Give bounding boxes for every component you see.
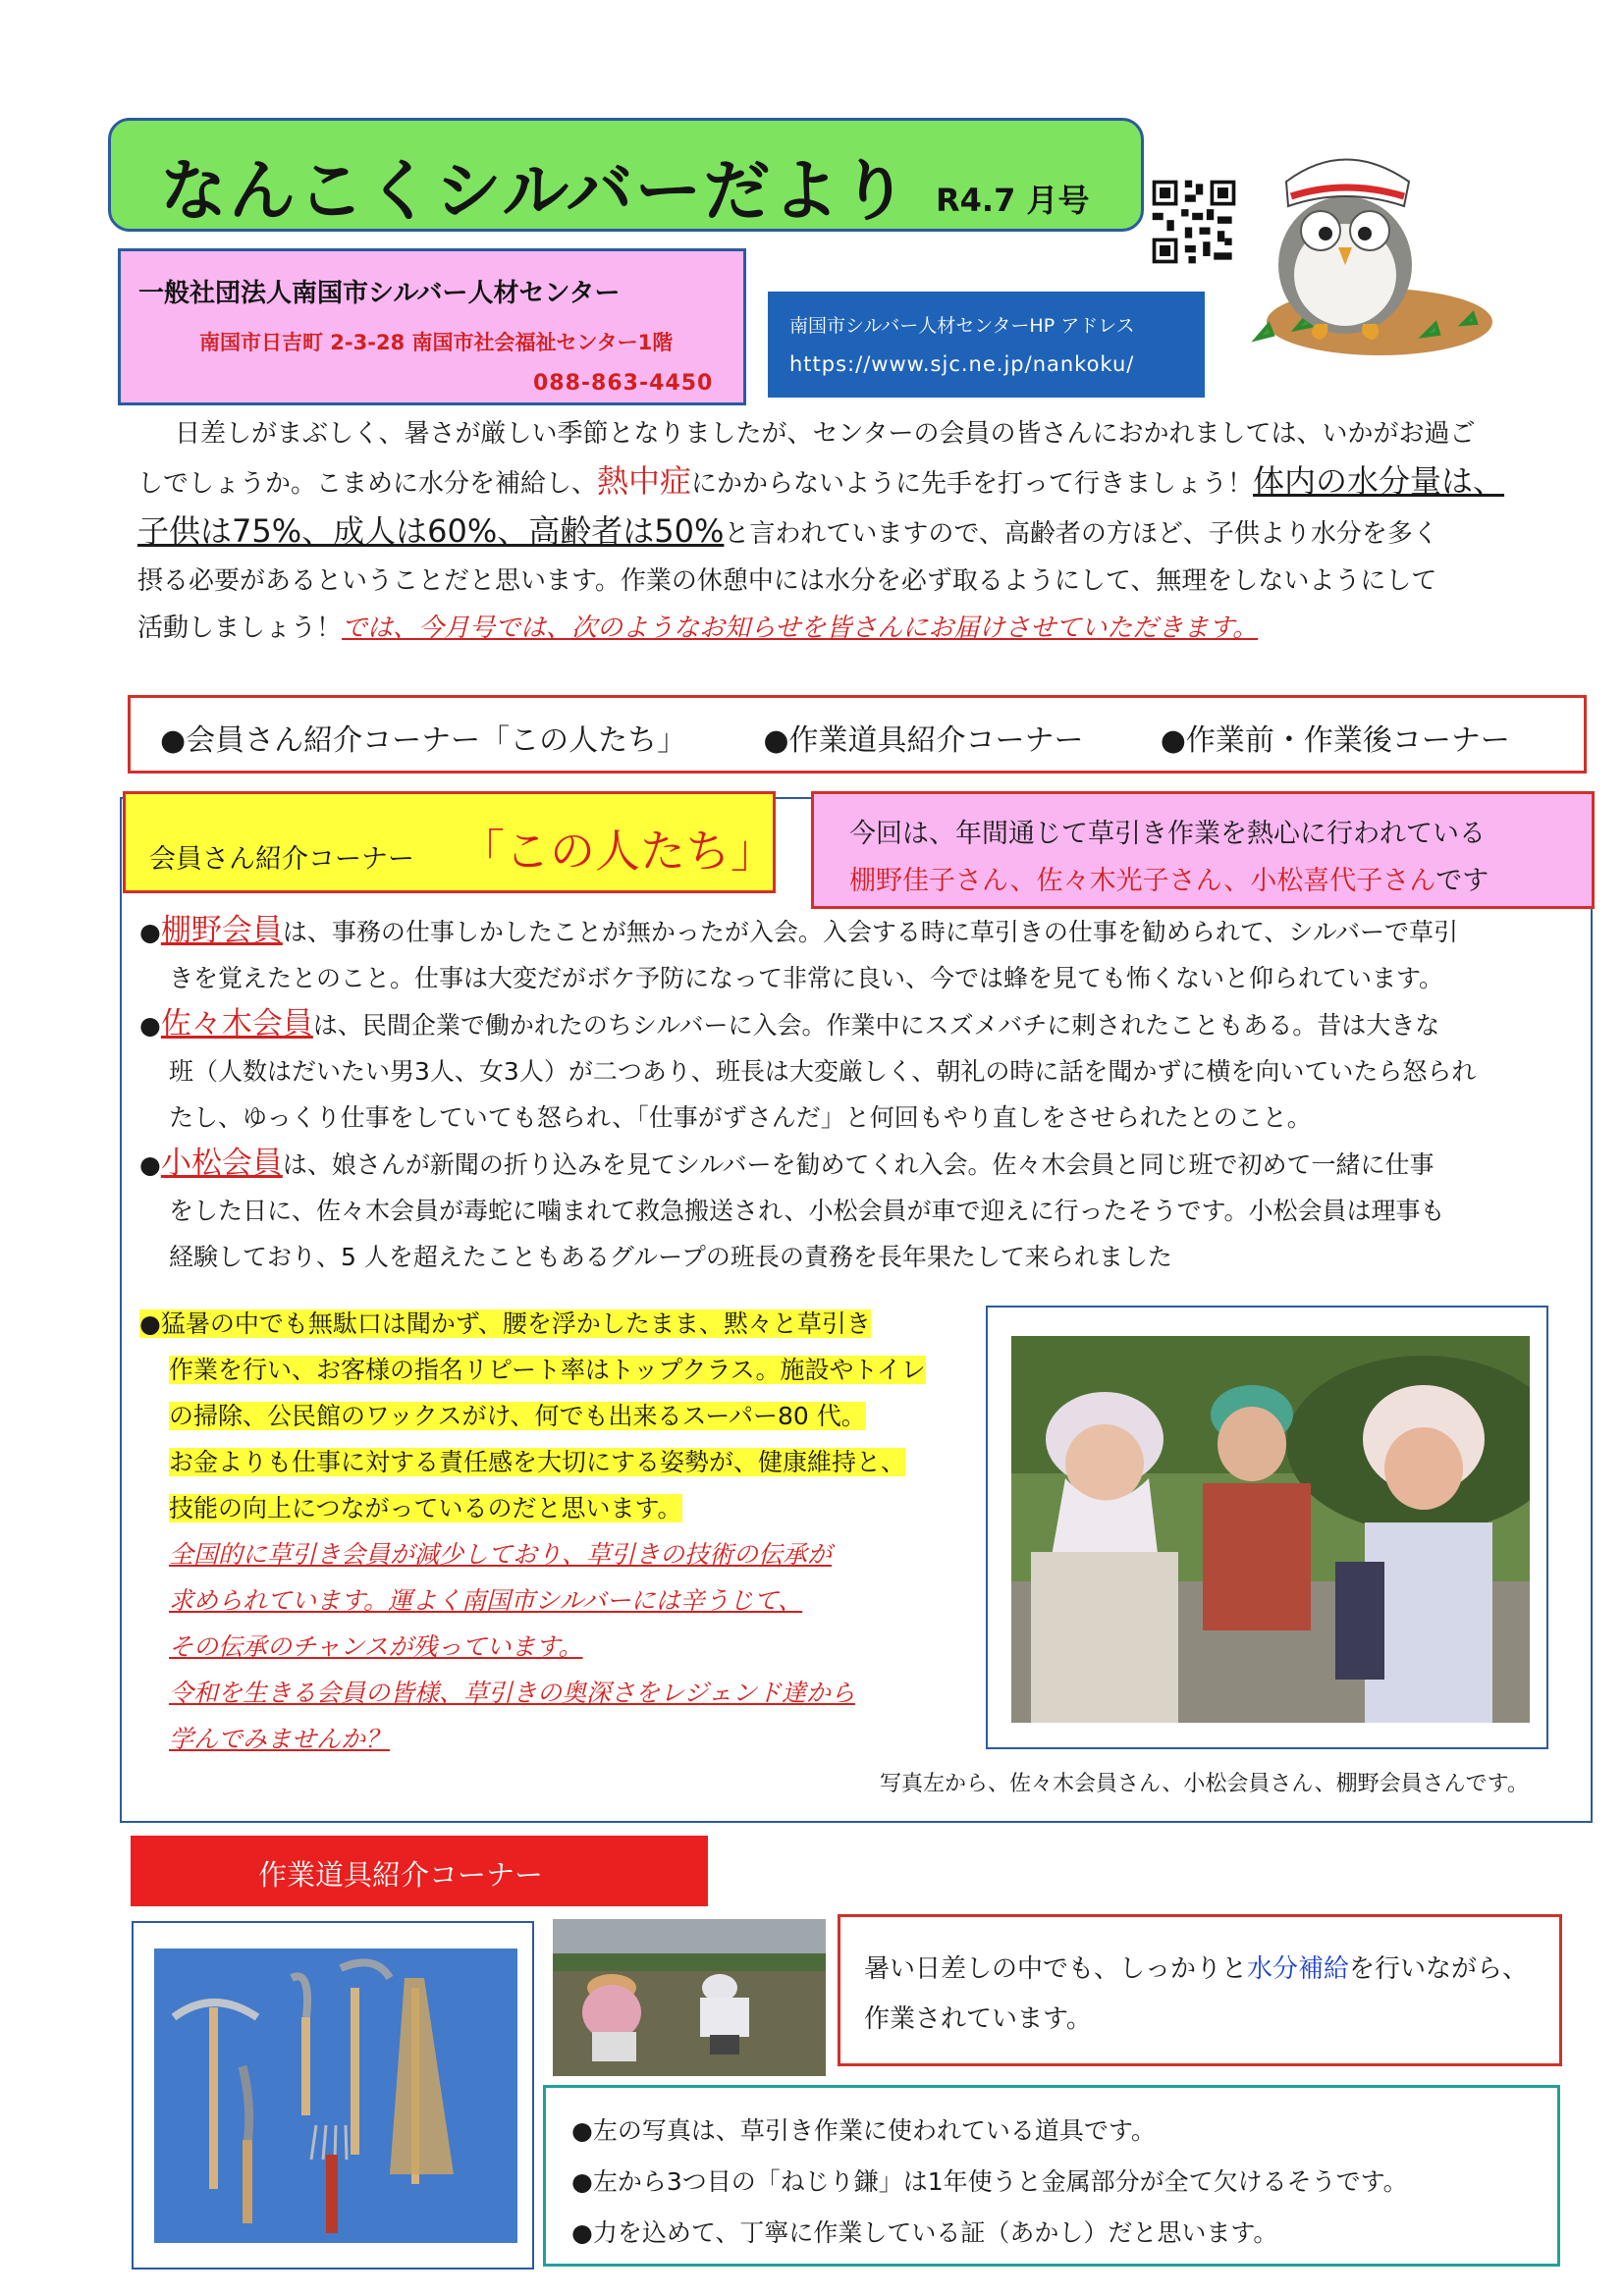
intro-line: 摂る必要があるということだと思います。作業の休憩中には水分を必ず取るようにして、無理をしないようにして (137, 566, 1437, 596)
member-profile-line: 班（人数はだいたい男3人、女3人）が二つあり、班長は大変厳しく、朝礼の時に話を聞かずに横を向いていたら怒られ (169, 1057, 1477, 1086)
member-profile-line: きを覚えたとのこと。仕事は大変だがボケ予防になって非常に良い、今では蜂を見ても怖くないと仰られています。 (169, 964, 1444, 992)
summary-line: ●猛暑の中でも無駄口は聞かず、腰を浮かしたまま、黙々と草引き (139, 1309, 871, 1338)
summary-line: 作業を行い、お客様の指名リピート率はトップクラス。施設やトイレ (169, 1356, 926, 1384)
member-name: 棚野会員 (160, 913, 283, 948)
tools-notes-box (543, 2085, 1560, 2267)
photo-caption: 写真左から、佐々木会員さん、小松会員さん、棚野会員さんです。 (880, 1772, 1529, 1796)
hydration-note-line: 作業されています。 (864, 2004, 1092, 2034)
contents-item: ●作業前・作業後コーナー (1160, 723, 1510, 758)
organization-address: 南国市日吉町 2-3-28 南国市社会福祉センター1階 (199, 331, 674, 354)
summary-line: 技能の向上につながっているのだと思います。 (169, 1494, 682, 1522)
tools-heading-title: 作業道具紹介コーナー (258, 1858, 544, 1892)
member-heading-label: 会員さん紹介コーナー (149, 844, 414, 875)
issue-label: R4.7 月号 (936, 182, 1090, 219)
tools-photo (154, 1949, 517, 2243)
member-profile-line: ●小松会員は、娘さんが新聞の折り込みを見てシルバーを勧めてくれ入会。佐々木会員と同じ班で初めて一緒に仕事 (139, 1146, 1435, 1181)
organization-info-box (118, 248, 746, 405)
hydration-note-box (838, 1914, 1562, 2066)
member-summary (139, 1301, 974, 1762)
intro-line: 子供は75%、成人は60%、高齢者は50%と言われていますので、高齢者の方ほど、子供より水分を多く (137, 512, 1438, 550)
member-group-photo (1011, 1336, 1530, 1723)
member-profile-line: ●佐々木会員は、民間企業で働かれたのちシルバーに入会。作業中にスズメバチに刺されたこともある。昔は大きな (139, 1006, 1440, 1041)
hydration-note-line: 暑い日差しの中でも、しっかりと水分補給を行いながら、 (864, 1954, 1529, 1984)
call-to-action-line: 学んでみませんか？ (169, 1725, 391, 1753)
intro-paragraph (137, 410, 1532, 652)
homepage-address-box (768, 292, 1205, 398)
intro-line: 活動しましょう！では、今月号では、次のようなお知らせを皆さんにお届けさせていただきます。 (137, 614, 1259, 643)
tools-section-heading (131, 1836, 708, 1906)
intro-line: しでしょうか。こまめに水分を補給し、熱中症にかからないように先手を打って行きましょう！体内の水分量は、 (137, 462, 1505, 500)
member-profile-line: をした日に、佐々木会員が毒蛇に噛まれて救急搬送され、小松会員が車で迎えに行ったそうです。小松会員は理事も (169, 1197, 1445, 1225)
homepage-label: 南国市シルバー人材センターHP アドレス (789, 315, 1135, 337)
call-to-action-line: 求められています。運よく南国市シルバーには辛うじて、 (169, 1586, 803, 1615)
organization-name: 一般社団法人南国市シルバー人材センター (138, 279, 621, 308)
newsletter-title: なんこくシルバーだより (160, 153, 910, 231)
member-profile-line: 経験しており、5 人を超えたこともあるグループの班長の責務を長年果たして来られました (169, 1243, 1172, 1271)
summary-line: の掃除、公民館のワックスがけ、何でも出来るスーパー80 代。 (169, 1402, 866, 1430)
organization-phone: 088-863-4450 (533, 371, 714, 396)
member-name: 佐々木会員 (160, 1006, 313, 1041)
tools-note-line: ●左の写真は、草引き作業に使われている道具です。 (571, 2116, 1156, 2145)
intro-line: 日差しがまぶしく、暑さが厳しい季節となりましたが、センターの会員の皆さんにおかれましては、いかがお過ご (175, 419, 1476, 449)
member-profile-line: ●棚野会員は、事務の仕事しかしたことが無かったが入会。入会する時に草引きの仕事を勧められて、シルバーで草引 (139, 913, 1458, 948)
water-ratio-highlight: 子供は75%、成人は60%、高齢者は50% (137, 512, 725, 550)
call-to-action-line: その伝承のチャンスが残っています。 (169, 1632, 583, 1661)
contents-list (160, 716, 1510, 759)
heatstroke-highlight: 熱中症 (597, 462, 692, 500)
contents-item: ●会員さん紹介コーナー「この人たち」 (160, 723, 687, 758)
hydration-highlight: 水分補給 (1247, 1954, 1350, 1984)
summary-line: お金よりも仕事に対する責任感を大切にする姿勢が、健康維持と、 (169, 1448, 906, 1476)
contents-item: ●作業道具紹介コーナー (763, 723, 1084, 758)
call-to-action-line: 令和を生きる会員の皆様、草引きの奥深さをレジェンド達から (169, 1679, 855, 1707)
member-profile-line: たし、ゆっくり仕事をしていても怒られ、「仕事がずさんだ」と何回もやり直しをさせられたとのこと。 (169, 1103, 1312, 1132)
member-heading-title: 「この人たち」 (460, 825, 776, 878)
owl-mascot-illustration (1198, 128, 1492, 363)
table-of-contents-box (128, 695, 1587, 774)
call-to-action-line: 全国的に草引き会員が減少しており、草引きの技術の伝承が (169, 1540, 833, 1569)
homepage-url-link[interactable]: https://www.sjc.ne.jp/nankoku/ (789, 352, 1135, 376)
tools-note-line: ●左から3つ目の「ねじり鎌」は1年使うと金属部分が全て欠けるそうです。 (571, 2167, 1408, 2196)
newsletter-title-banner (108, 118, 1144, 232)
member-section-heading (123, 791, 776, 893)
member-intro-box (811, 791, 1595, 909)
member-name: 小松会員 (160, 1146, 283, 1181)
tools-note-line: ●力を込めて、丁寧に作業している証（あかし）だと思います。 (571, 2218, 1278, 2247)
water-content-highlight: 体内の水分量は、 (1253, 462, 1505, 500)
member-intro-line: 今回は、年間通じて草引き作業を熱心に行われている (849, 819, 1486, 849)
member-profiles (139, 908, 1573, 1280)
work-scene-photo (553, 1919, 826, 2076)
contents-lead-text: では、今月号では、次のようなお知らせを皆さんにお届けさせていただきます。 (342, 614, 1259, 643)
member-intro-line: 棚野佳子さん、佐々木光子さん、小松喜代子さんです (849, 866, 1489, 896)
